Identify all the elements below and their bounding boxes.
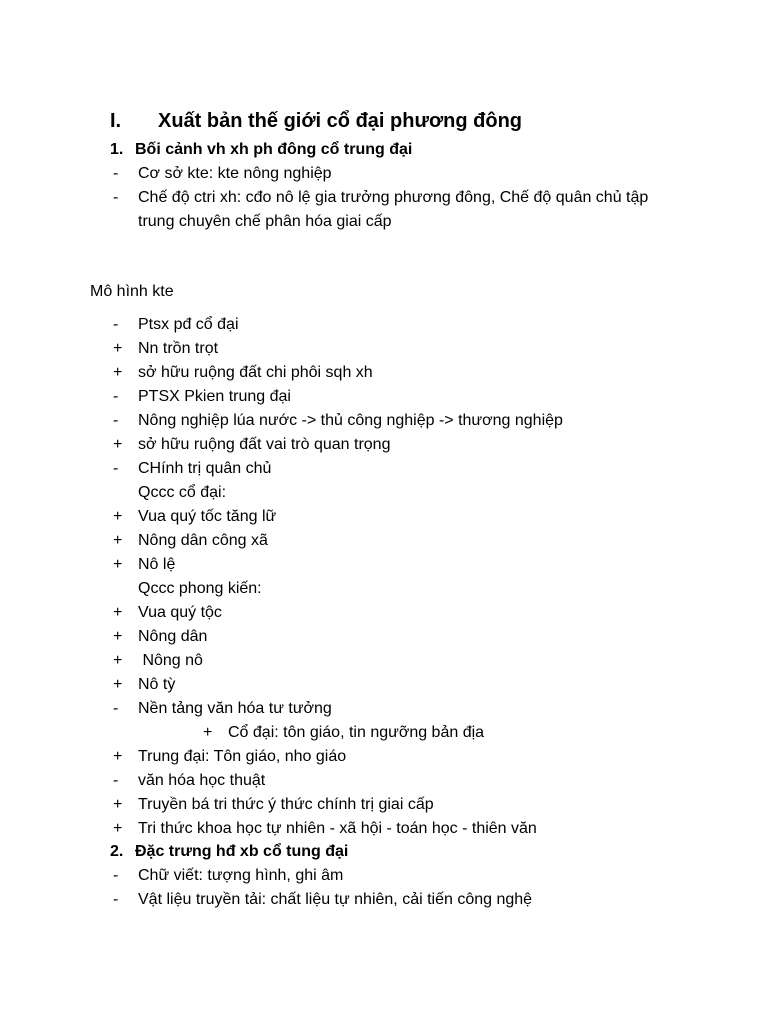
list-text: PTSX Pkien trung đại — [138, 388, 291, 405]
list-text: Qccc cổ đại: — [138, 484, 227, 501]
list-text: Nền tảng văn hóa tư tưởng — [138, 700, 332, 717]
list-text: Nn trồn trọt — [138, 340, 219, 357]
list-marker: + — [113, 652, 123, 669]
list-text: Vật liệu truyền tải: chất liệu tự nhiên, cải tiến công nghệ — [138, 891, 533, 908]
list-marker: + — [113, 508, 123, 525]
list-text: Chữ viết: tượng hình, ghi âm — [138, 867, 344, 884]
list-text: Trung đại: Tôn giáo, nho giáo — [138, 748, 347, 765]
list-text: Cơ sở kte: kte nông nghiệp — [138, 165, 332, 182]
list-marker: - — [113, 867, 119, 884]
list-text: Ptsx pđ cổ đại — [138, 316, 239, 333]
list-marker: + — [113, 748, 123, 765]
list-marker: + — [113, 532, 123, 549]
section-1-title: Bối cảnh vh xh ph đông cổ trung đại — [135, 141, 413, 158]
list-marker: + — [113, 556, 123, 573]
list-text: Truyền bá tri thức ý thức chính trị giai cấp — [138, 796, 434, 813]
list-marker: - — [113, 388, 119, 405]
list-marker: + — [113, 604, 123, 621]
section-2-title: Đặc trưng hđ xb cổ tung đại — [135, 843, 349, 860]
list-marker: - — [113, 772, 119, 789]
list-text: Nông nô — [138, 652, 203, 669]
list-text: Nô lệ — [138, 556, 176, 573]
list-marker: + — [113, 436, 123, 453]
section-2-number: 2. — [110, 843, 124, 860]
list-marker: - — [113, 189, 119, 206]
list-text: Nông nghiệp lúa nước -> thủ công nghiệp -> thương nghiệp — [138, 412, 563, 429]
list-marker: + — [113, 340, 123, 357]
list-marker: - — [113, 412, 119, 429]
list-marker: + — [113, 676, 123, 693]
list-text: Qccc phong kiến: — [138, 580, 262, 597]
list-marker: - — [113, 700, 119, 717]
list-text: sở hữu ruộng đất chi phôi sqh xh — [138, 364, 373, 381]
list-text: Vua quý tốc tăng lữ — [138, 508, 277, 525]
list-text: Cổ đại: tôn giáo, tin ngưỡng bản địa — [228, 724, 485, 741]
list-marker: + — [113, 796, 123, 813]
heading-number: I. — [110, 110, 122, 132]
list-marker: + — [203, 724, 213, 741]
list-text: Nông dân — [138, 628, 208, 645]
list-text: Nông dân công xã — [138, 532, 268, 549]
list-marker: - — [113, 316, 119, 333]
model-label: Mô hình kte — [90, 283, 174, 300]
list-text: trung chuyên chế phân hóa giai cấp — [138, 213, 392, 230]
section-1-number: 1. — [110, 141, 124, 158]
list-text: Vua quý tộc — [138, 604, 222, 621]
main-heading — [110, 110, 522, 133]
list-text: Nô tỳ — [138, 676, 176, 693]
list-marker: - — [113, 891, 119, 908]
list-marker: + — [113, 820, 123, 837]
list-text: Tri thức khoa học tự nhiên - xã hội - toán học - thiên văn — [138, 820, 537, 837]
list-marker: + — [113, 364, 123, 381]
list-text: văn hóa học thuật — [138, 772, 266, 789]
list-text: Chế độ ctri xh: cđo nô lệ gia trưởng phương đông, Chế độ quân chủ tập — [138, 189, 649, 206]
list-marker: + — [113, 628, 123, 645]
list-marker: - — [113, 165, 119, 182]
list-text: CHính trị quân chủ — [138, 460, 272, 477]
list-marker: - — [113, 460, 119, 477]
heading-title: Xuất bản thế giới cổ đại phương đông — [158, 110, 523, 132]
list-text: sở hữu ruộng đất vai trò quan trọng — [138, 436, 391, 453]
